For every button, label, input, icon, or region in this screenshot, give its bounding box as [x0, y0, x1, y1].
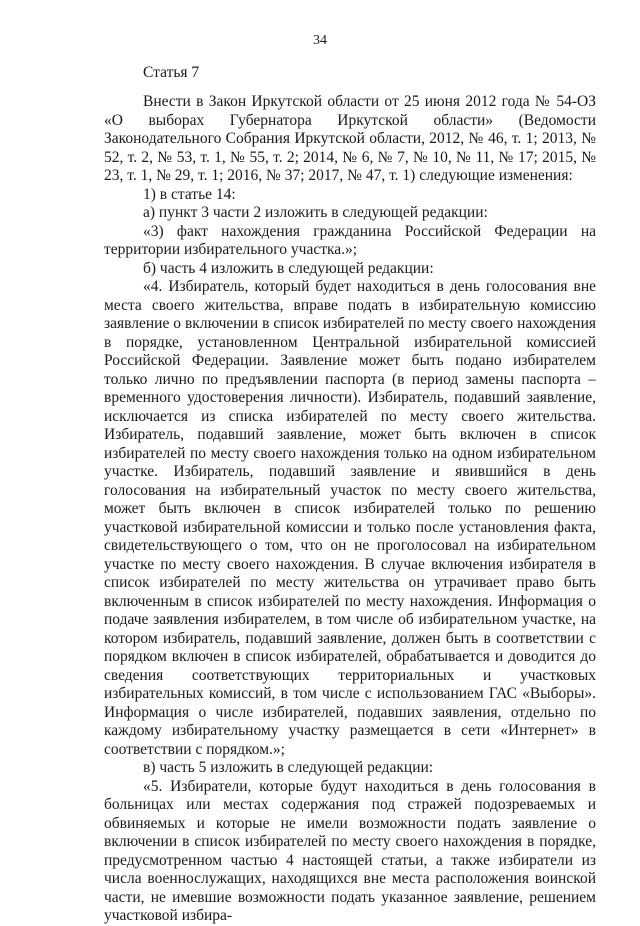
paragraph-item-b: б) часть 4 изложить в следующей редакции:	[143, 259, 434, 277]
paragraph-quote-4: «4. Избиратель, который будет находиться в день голосования вне места своего жительства, вправе подать в избирательную комиссию заявление о включении в список избирателей по месту своего нахождения в порядке, установленном Центральной избирательной комиссией Российской Федерации. Заявление может быть подано избирателем только лично по предъявлении паспорта (в период замены паспорта – временного удостоверения личности). Избиратель, подавший заявление, исключается из списка избирателей по месту своего жительства. Избиратель, подавший заявление, может быть включен в список избирателей по месту своего нахождения только на одном избирательном участке. Избиратель, подавший заявление и явившийся в день голосования на избирательный участок по месту своего жительства, может быть включен в список избирателей только по решению участковой избирательной комиссии и только после установления факта, свидетельствующего о том, что он не проголосовал на избирательном участке по месту своего нахождения. В случае включения избирателя в список избирателей по месту жительства он утрачивает право быть включенным в список избирателей по месту нахождения. Информация о подаче заявления избирателем, в том числе об избирательном участке, на котором избиратель, подавший заявление, должен быть в соответствии с порядком включен в список избирателей, обрабатывается и доводится до сведения соответствующих территориальных и участковых избирательных комиссий, в том числе с использованием ГАС «Выборы». Информация о числе избирателей, подавших заявления, отдельно по каждому избирательному участку размещается в сети «Интернет» в соответствии с порядком.»;	[104, 278, 596, 758]
article-heading: Статья 7	[143, 64, 200, 81]
paragraph-item-v: в) часть 5 изложить в следующей редакции:	[143, 759, 434, 776]
document-body	[104, 93, 596, 926]
paragraph-quote-3: «3) факт нахождения гражданина Российской Федерации на территории избирательного участка.»;	[104, 222, 596, 258]
paragraph-item-a: а) пункт 3 части 2 изложить в следующей редакции:	[143, 204, 488, 221]
page-number: 34	[313, 33, 327, 48]
paragraph-quote-5: «5. Избиратели, которые будут находиться в день голосования в больницах или местах содержания под стражей подозреваемых и обвиняемых и которые не имели возможности подать заявление о включении в список избирателей по месту своего нахождения в порядке, предусмотренном частью 4 настоящей статьи, а также избиратели из числа военнослужащих, находящихся вне места расположения воинской части, не имевшие возможности подать указанное заявление, решением участковой избира-	[104, 777, 596, 924]
paragraph-amendment-intro: Внести в Закон Иркутской области от 25 июня 2012 года № 54-ОЗ «О выборах Губернатора Иркутской области» (Ведомости Законодательного Собрания Иркутской области, 2012, № 46, т. 1; 2013, № 52, т. 2, № 53, т. 1, № 55, т. 2; 2014, № 6, № 7, № 10, № 11, № 17; 2015, № 23, т. 1, № 29, т. 1; 2016, № 37; 2017, № 47, т. 1) следующие изменения:	[104, 93, 596, 184]
paragraph-item-1: 1) в статье 14:	[143, 185, 236, 203]
